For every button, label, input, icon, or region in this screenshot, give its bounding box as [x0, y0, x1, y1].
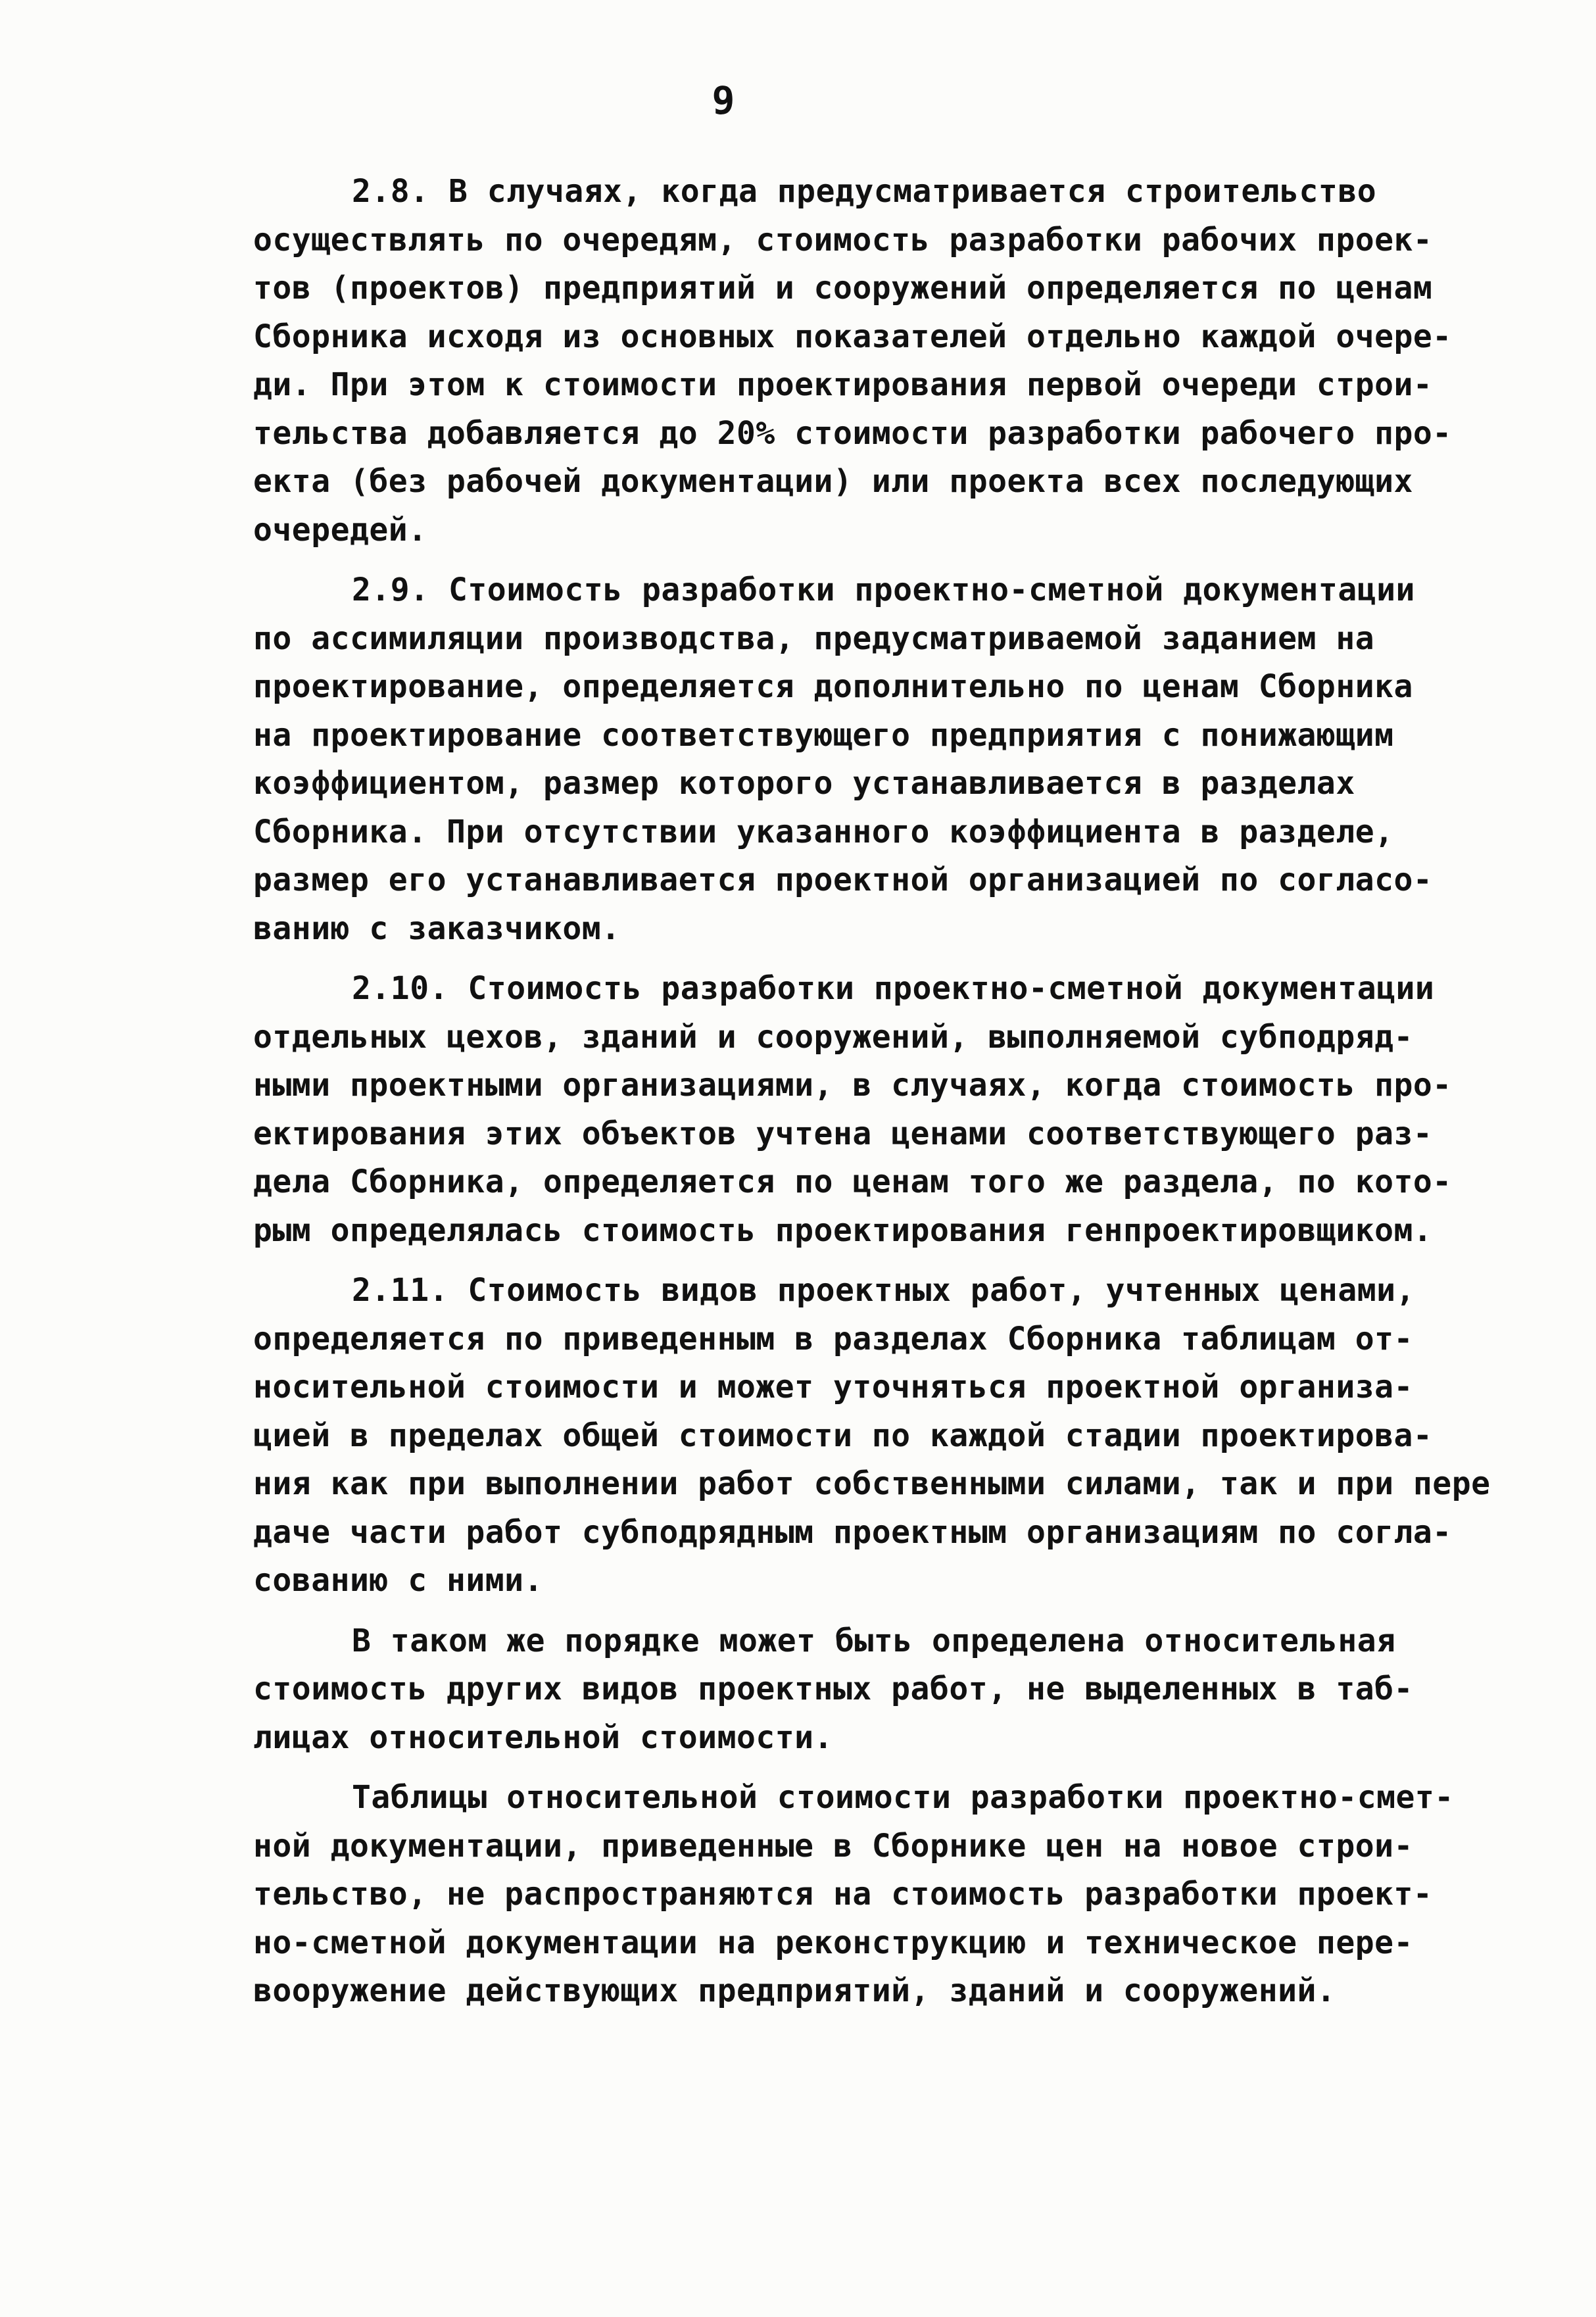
text-line: рым определялась стоимость проектирования генпроектировщиком.: [253, 1211, 1433, 1249]
text-line: на проектирование соответствующего предприятия с понижающим: [253, 716, 1394, 754]
text-line: тов (проектов) предприятий и сооружений определяется по ценам: [253, 270, 1433, 306]
text-line: В таком же порядке может быть определена относительная: [352, 1622, 1396, 1659]
text-line: Сборника исходя из основных показателей отдельно каждой очере-: [253, 318, 1452, 355]
paragraph-tables: [253, 1774, 1542, 2016]
text-line: очередей.: [253, 511, 427, 549]
text-line: ния как при выполнении работ собственными силами, так и при пере: [253, 1465, 1491, 1502]
text-line: Таблицы относительной стоимости разработки проектно-смет-: [352, 1779, 1454, 1816]
text-line: ной документации, приведенные в Сборнике цен на новое строи-: [253, 1827, 1413, 1865]
text-line: тельства добавляется до 20% стоимости разработки рабочего про-: [253, 414, 1452, 452]
text-line: осуществлять по очередям, стоимость разработки рабочих проек-: [253, 221, 1433, 258]
text-line: стоимость других видов проектных работ, не выделенных в таб-: [253, 1671, 1413, 1707]
text-line: екта (без рабочей документации) или проекта всех последующих: [253, 463, 1413, 500]
text-line: ванию с заказчиком.: [253, 910, 621, 947]
text-line: ди. При этом к стоимости проектирования первой очереди строи-: [253, 366, 1433, 403]
text-line: вооружение действующих предприятий, зданий и сооружений.: [253, 1972, 1336, 2009]
body-text: [253, 168, 1542, 2028]
text-line: отдельных цехов, зданий и сооружений, выполняемой субподряд-: [253, 1018, 1413, 1056]
paragraph-2-9: [253, 566, 1542, 953]
text-line: лицах относительной стоимости.: [253, 1719, 833, 1756]
text-line: Сборника. При отсутствии указанного коэффициента в разделе,: [253, 813, 1394, 850]
text-line: цией в пределах общей стоимости по каждой стадии проектирова-: [253, 1417, 1433, 1454]
text-line: ными проектными организациями, в случаях, когда стоимость про-: [253, 1067, 1452, 1104]
text-line: проектирование, определяется дополнительно по ценам Сборника: [253, 668, 1413, 705]
text-line: даче части работ субподрядным проектным организациям по согла-: [253, 1513, 1452, 1551]
text-line: но-сметной документации на реконструкцию и техническое пере-: [253, 1924, 1413, 1961]
text-line: носительной стоимости и может уточняться проектной организа-: [253, 1369, 1413, 1405]
text-line: 2.9. Стоимость разработки проектно-сметной документации: [352, 572, 1415, 608]
text-line: коэффициентом, размер которого устанавливается в разделах: [253, 765, 1355, 802]
paragraph-2-10: [253, 965, 1542, 1255]
text-line: определяется по приведенным в разделах Сборника таблицам от-: [253, 1320, 1413, 1357]
text-line: 2.10. Стоимость разработки проектно-сметной документации: [352, 970, 1435, 1007]
paragraph-2-11: [253, 1267, 1542, 1605]
text-line: 2.11. Стоимость видов проектных работ, учтенных ценами,: [352, 1272, 1415, 1309]
text-line: размер его устанавливается проектной организацией по согласо-: [253, 862, 1433, 898]
text-line: тельство, не распространяются на стоимость разработки проект-: [253, 1876, 1433, 1913]
text-line: ектирования этих объектов учтена ценами соответствующего раз-: [253, 1115, 1433, 1152]
page-number: 9: [712, 78, 735, 123]
paragraph-same-order: [253, 1617, 1542, 1763]
paragraph-2-8: [253, 168, 1542, 554]
text-line: по ассимиляции производства, предусматриваемой заданием на: [253, 620, 1375, 657]
text-line: 2.8. В случаях, когда предусматривается строительство: [352, 173, 1377, 210]
text-line: дела Сборника, определяется по ценам того же раздела, по кото-: [253, 1163, 1452, 1200]
text-line: сованию с ними.: [253, 1562, 543, 1599]
